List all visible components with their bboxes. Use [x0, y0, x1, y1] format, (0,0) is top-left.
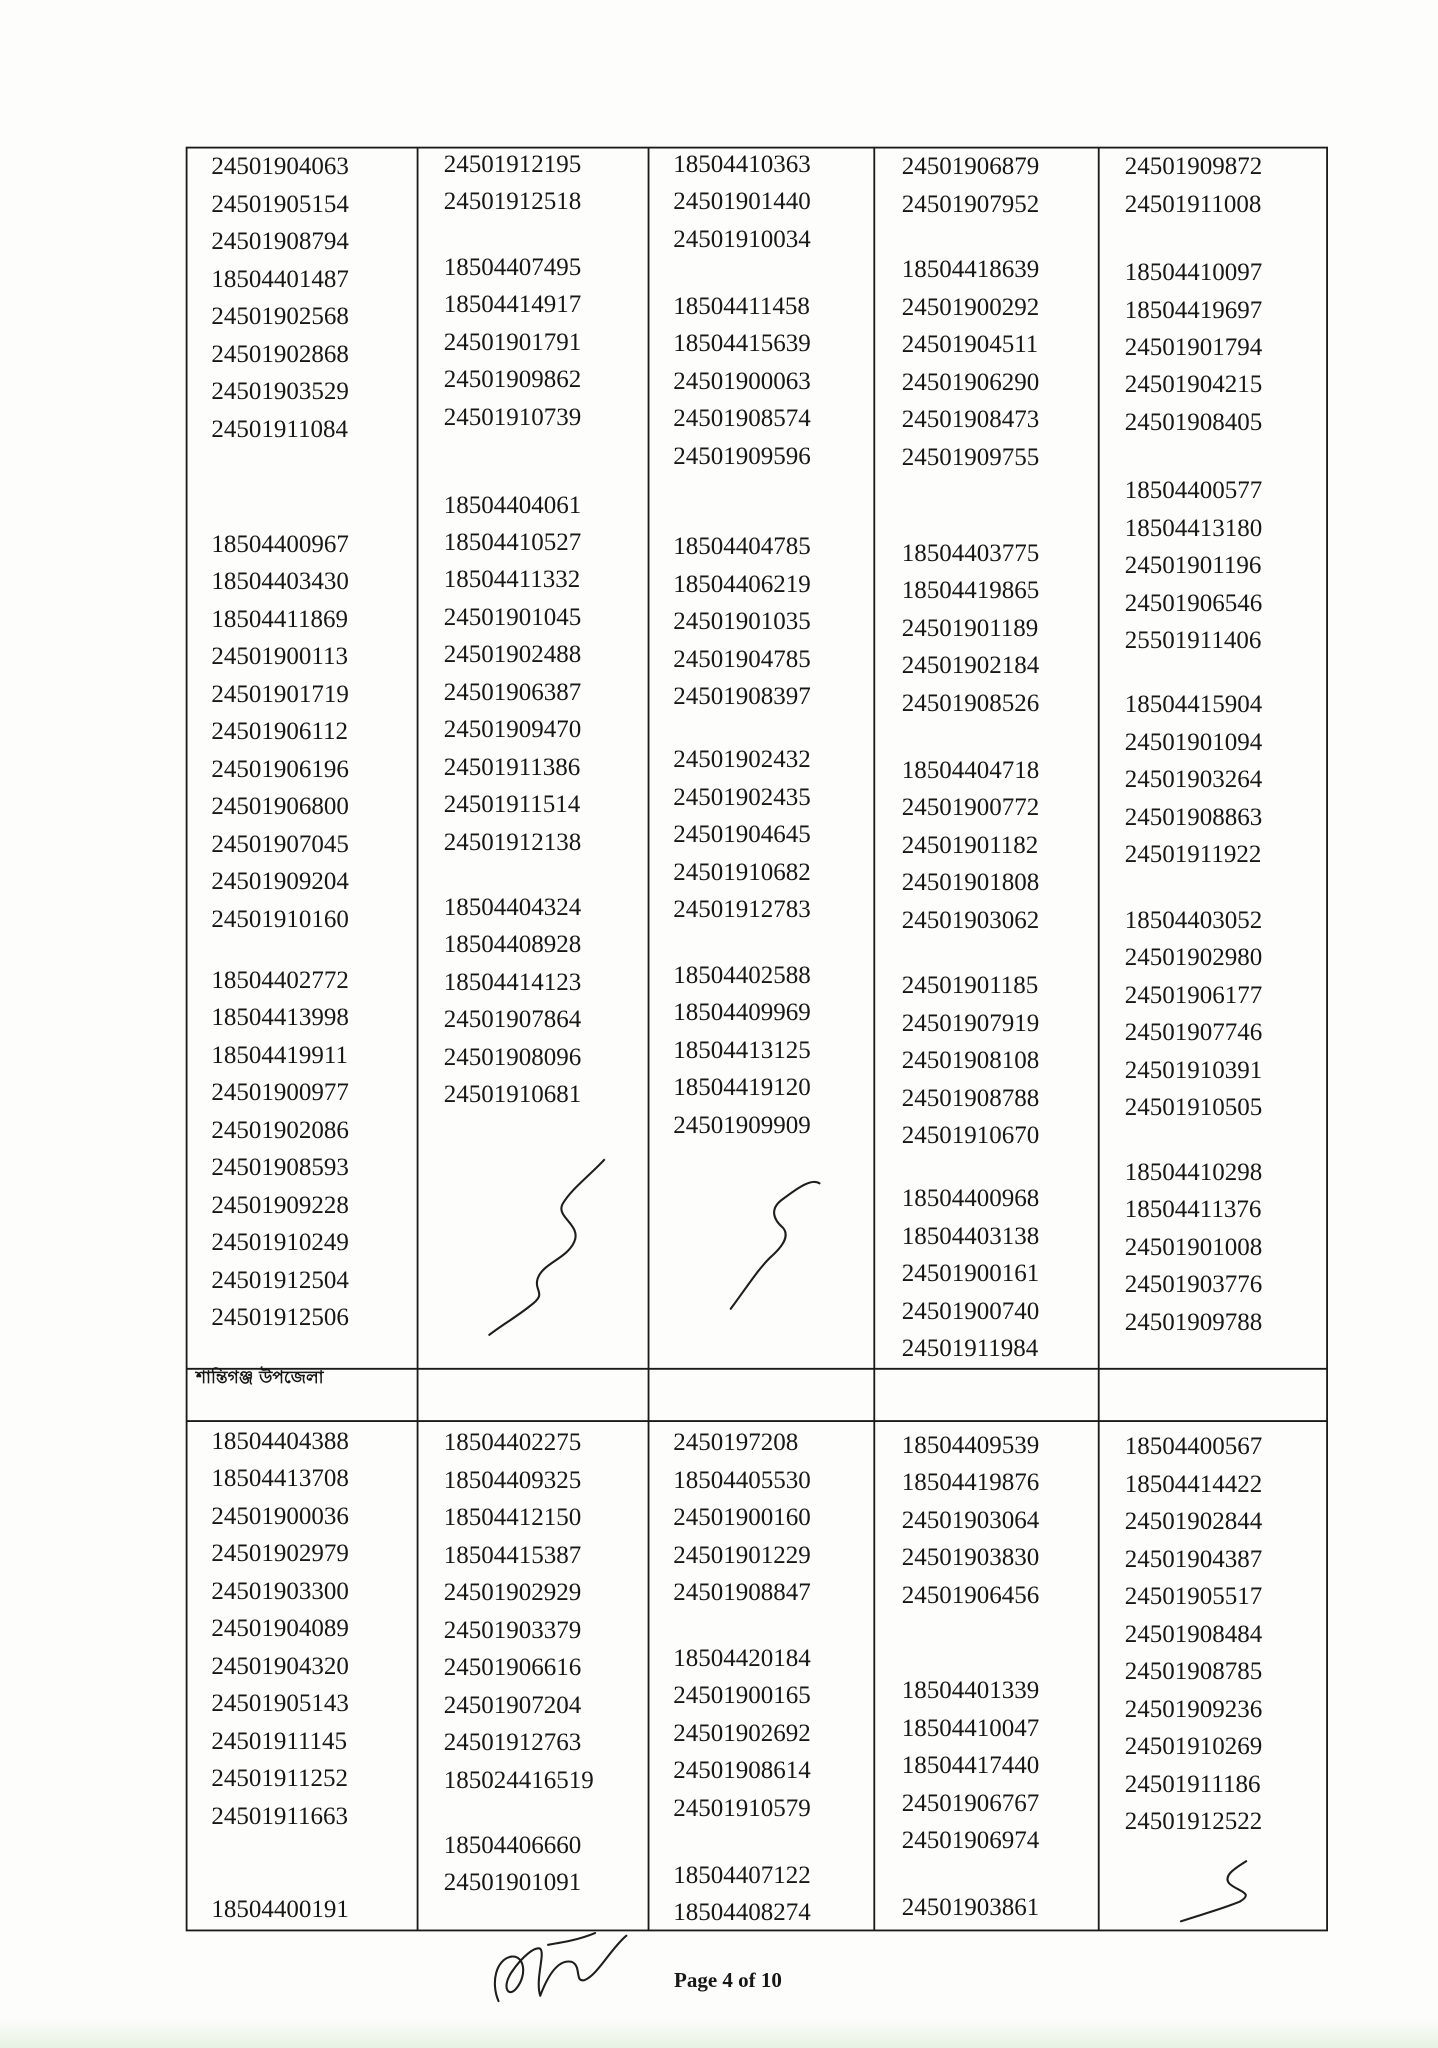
id-number: 24501910160	[211, 905, 349, 933]
id-number: 18504400968	[901, 1185, 1040, 1212]
id-number: 24501900772	[901, 794, 1040, 822]
id-number: 24501901791	[443, 328, 582, 356]
id-number: 24501904785	[673, 645, 811, 673]
id-number: 18504408928	[443, 931, 582, 959]
id-number: 18504404324	[443, 893, 582, 921]
id-number: 24501901229	[673, 1541, 811, 1569]
id-number: 24501910670	[901, 1122, 1040, 1150]
id-number: 24501909755	[901, 443, 1040, 471]
id-number: 24501908788	[901, 1084, 1040, 1112]
id-number: 24501912522	[1124, 1808, 1263, 1835]
id-number: 24501902979	[211, 1540, 349, 1568]
id-number: 18504419865	[901, 577, 1040, 605]
id-number: 24501902692	[673, 1719, 811, 1747]
id-number: 24501903379	[443, 1616, 582, 1644]
id-number: 18504410047	[901, 1714, 1040, 1742]
id-number: 24501906112	[211, 718, 348, 746]
id-number: 24501901794	[1124, 334, 1263, 361]
id-number: 24501909872	[1124, 153, 1263, 181]
table-column-2	[444, 0, 644, 2048]
id-number: 24501910739	[443, 403, 582, 431]
id-number: 24501909236	[1124, 1695, 1263, 1723]
id-number: 24501901091	[443, 1869, 582, 1896]
id-number: 18504414917	[443, 291, 582, 319]
id-number: 24501900160	[673, 1504, 811, 1532]
id-number: 24501901008	[1124, 1233, 1263, 1261]
id-number: 18504402588	[673, 961, 811, 989]
id-number: 24501902435	[673, 783, 811, 811]
id-number: 24501900977	[211, 1079, 349, 1107]
id-number: 18504403138	[901, 1222, 1040, 1250]
id-number: 18504413998	[211, 1004, 349, 1032]
id-number: 18504409539	[901, 1431, 1040, 1459]
id-number: 24501905154	[211, 190, 349, 218]
id-number: 18504420184	[673, 1644, 811, 1672]
id-number: 24501901182	[901, 831, 1039, 859]
id-number: 24501912783	[673, 896, 811, 924]
id-number: 24501908593	[211, 1154, 349, 1182]
id-number: 18504409969	[673, 999, 811, 1027]
id-number: 24501902432	[673, 746, 811, 774]
id-number: 24501902086	[211, 1116, 349, 1144]
id-number: 24501908397	[673, 683, 811, 711]
id-number: 185024416519	[443, 1766, 594, 1794]
id-number: 24501906196	[211, 755, 349, 783]
id-number: 24501909909	[673, 1111, 811, 1139]
id-number: 2450197208	[673, 1429, 799, 1457]
id-number: 24501912518	[443, 188, 582, 216]
id-number: 24501905143	[211, 1690, 349, 1718]
id-number: 24501912195	[443, 150, 582, 178]
id-number: 18504411376	[1124, 1196, 1262, 1224]
id-number: 18504402772	[211, 966, 349, 994]
id-number: 24501902488	[443, 641, 582, 669]
id-number: 24501901189	[901, 614, 1039, 642]
id-number: 24501908863	[1124, 803, 1263, 831]
id-number: 24501908096	[443, 1043, 582, 1071]
id-number: 24501902568	[211, 303, 349, 331]
id-number: 24501902184	[901, 652, 1040, 680]
id-number: 24501910682	[673, 858, 811, 886]
page-number: Page 4 of 10	[674, 1968, 782, 1992]
id-number: 24501908614	[673, 1757, 811, 1785]
id-number: 24501911663	[211, 1802, 348, 1830]
id-number: 18504410527	[443, 529, 582, 556]
id-number: 24501901808	[901, 869, 1040, 897]
id-number: 24501909788	[1124, 1308, 1263, 1336]
id-number: 24501900063	[673, 367, 811, 395]
id-number: 24501904645	[673, 821, 811, 849]
id-number: 24501904387	[1124, 1545, 1263, 1573]
id-number: 24501909470	[443, 716, 582, 744]
id-number: 24501904511	[901, 331, 1039, 359]
id-number: 24501911084	[211, 415, 348, 443]
id-number: 24501908785	[1124, 1658, 1263, 1686]
id-number: 24501912504	[211, 1266, 349, 1294]
id-number: 18504419876	[901, 1469, 1040, 1497]
id-number: 24501908794	[211, 228, 349, 256]
id-number: 18504403052	[1124, 906, 1263, 934]
id-number: 24501911145	[211, 1727, 348, 1755]
id-number: 18504411458	[673, 292, 810, 320]
id-number: 24501904215	[1124, 371, 1263, 399]
id-number: 24501911984	[901, 1335, 1039, 1362]
id-number: 18504405530	[673, 1466, 811, 1494]
id-number: 18504411869	[211, 605, 348, 633]
scan-edge	[0, 2018, 1438, 2048]
id-number: 24501900165	[673, 1682, 811, 1710]
id-number: 18504415904	[1124, 691, 1263, 719]
id-number: 18504400577	[1124, 477, 1263, 505]
id-number: 24501909596	[673, 442, 811, 470]
id-number: 24501900740	[901, 1297, 1040, 1325]
id-number: 24501901094	[1124, 728, 1263, 756]
id-number: 18504409325	[443, 1466, 582, 1494]
id-number: 25501911406	[1124, 627, 1262, 654]
id-number: 18504400191	[211, 1895, 349, 1923]
id-number: 24501910034	[673, 225, 811, 253]
id-number: 18504413708	[211, 1465, 349, 1493]
id-number: 24501904320	[211, 1652, 349, 1680]
id-number: 24501909204	[211, 868, 349, 895]
id-number: 24501911386	[443, 753, 581, 781]
id-number: 24501907204	[443, 1691, 582, 1719]
id-number: 24501911922	[1124, 841, 1262, 869]
id-number: 24501906387	[443, 678, 582, 706]
id-number: 24501910249	[211, 1229, 349, 1257]
id-number: 18504404388	[211, 1428, 349, 1455]
id-number: 18504404718	[901, 756, 1040, 784]
id-number: 24501910391	[1124, 1056, 1263, 1084]
id-number: 24501907919	[901, 1009, 1040, 1037]
id-number: 18504403430	[211, 568, 349, 596]
id-number: 18504406660	[443, 1831, 582, 1859]
id-number: 18504413180	[1124, 514, 1263, 542]
id-number: 18504419697	[1124, 296, 1263, 324]
id-number: 18504401339	[901, 1677, 1040, 1705]
id-number: 18504413125	[673, 1036, 811, 1064]
id-number: 24501901440	[673, 188, 811, 216]
id-number: 24501901185	[901, 972, 1039, 1000]
upazila-row-label: শান্তিগঞ্জ উপজেলা	[196, 1368, 324, 1388]
table-column-3	[673, 0, 873, 2048]
id-number: 24501902929	[443, 1579, 582, 1607]
id-number: 24501906546	[1124, 589, 1263, 617]
id-number: 24501903776	[1124, 1271, 1263, 1299]
id-number: 24501900161	[901, 1260, 1040, 1287]
table-column-5	[1125, 0, 1325, 2048]
id-number: 24501912506	[211, 1304, 349, 1332]
id-number: 18504402275	[443, 1429, 582, 1457]
id-number: 18504419120	[673, 1074, 811, 1102]
id-number: 18504417440	[901, 1752, 1040, 1780]
id-number: 24501907746	[1124, 1019, 1263, 1047]
id-number: 24501903064	[901, 1506, 1040, 1534]
id-number: 24501901035	[673, 608, 811, 636]
id-number: 18504410363	[673, 150, 811, 178]
id-number: 24501906177	[1124, 981, 1263, 1009]
id-number: 24501906800	[211, 793, 349, 821]
id-number: 24501906974	[901, 1827, 1040, 1855]
id-number: 24501901196	[1124, 552, 1262, 580]
id-number: 24501911252	[211, 1765, 348, 1793]
id-number: 24501903264	[1124, 766, 1263, 794]
id-number: 24501909228	[211, 1191, 349, 1219]
id-number: 24501903300	[211, 1577, 349, 1605]
id-number: 24501904063	[211, 153, 349, 181]
id-number: 18504404785	[673, 533, 811, 561]
id-number: 24501908473	[901, 406, 1040, 434]
id-number: 24501911514	[443, 791, 581, 819]
id-number: 18504410097	[1124, 259, 1263, 286]
id-number: 18504407122	[673, 1861, 811, 1889]
id-number: 24501908526	[901, 689, 1040, 717]
id-number: 18504406219	[673, 570, 811, 598]
id-number: 18504400967	[211, 530, 349, 558]
id-number: 18504418639	[901, 256, 1040, 284]
id-number: 24501906879	[901, 153, 1040, 181]
id-number: 24501903062	[901, 906, 1040, 934]
id-number: 24501902980	[1124, 944, 1263, 972]
id-number: 24501907045	[211, 830, 349, 858]
id-number: 24501908108	[901, 1047, 1040, 1075]
id-number: 24501907952	[901, 190, 1040, 218]
id-number: 24501900036	[211, 1502, 349, 1530]
id-number: 24501902868	[211, 340, 349, 368]
id-number: 24501906290	[901, 368, 1040, 396]
id-number: 24501900113	[211, 643, 348, 671]
id-number: 24501901045	[443, 603, 582, 631]
id-number: 24501904089	[211, 1615, 349, 1643]
id-number: 24501908484	[1124, 1620, 1263, 1648]
id-number: 18504408274	[673, 1899, 811, 1927]
id-number: 24501911186	[1124, 1770, 1261, 1798]
id-number: 24501902844	[1124, 1508, 1263, 1536]
id-number: 24501912138	[443, 828, 582, 856]
id-number: 24501906456	[901, 1581, 1040, 1609]
id-number: 24501907864	[443, 1006, 582, 1034]
id-number: 24501903830	[901, 1544, 1040, 1572]
table-column-4	[902, 0, 1102, 2048]
id-number: 24501910269	[1124, 1733, 1263, 1761]
id-number: 24501911008	[1124, 190, 1262, 218]
id-number: 18504401487	[211, 265, 349, 293]
id-number: 18504415639	[673, 330, 811, 358]
id-number: 24501912763	[443, 1729, 582, 1757]
id-number: 24501900292	[901, 293, 1040, 321]
id-number: 24501909862	[443, 366, 582, 394]
id-number: 24501908574	[673, 405, 811, 433]
id-number: 18504414422	[1124, 1470, 1263, 1498]
id-number: 24501908405	[1124, 408, 1263, 436]
id-number: 24501910505	[1124, 1094, 1263, 1122]
id-number: 24501910579	[673, 1794, 811, 1822]
id-number: 24501901719	[211, 680, 349, 708]
id-number: 24501906616	[443, 1654, 582, 1682]
id-number: 18504414123	[443, 968, 582, 996]
id-number: 18504412150	[443, 1504, 582, 1532]
id-number: 24501903529	[211, 378, 349, 406]
id-number: 24501910681	[443, 1081, 582, 1109]
id-number: 24501908847	[673, 1579, 811, 1607]
id-number: 18504403775	[901, 539, 1040, 567]
id-number: 18504410298	[1124, 1158, 1263, 1186]
id-number: 18504400567	[1124, 1433, 1263, 1461]
id-number: 24501906767	[901, 1789, 1040, 1817]
id-number: 18504407495	[443, 253, 582, 281]
id-number: 18504411332	[443, 566, 581, 594]
id-number: 18504415387	[443, 1541, 582, 1569]
id-number: 24501905517	[1124, 1583, 1263, 1611]
id-number: 24501903861	[901, 1894, 1040, 1922]
id-number: 18504419911	[211, 1041, 348, 1069]
id-number: 18504404061	[443, 491, 582, 519]
table-column-1	[211, 0, 411, 2048]
